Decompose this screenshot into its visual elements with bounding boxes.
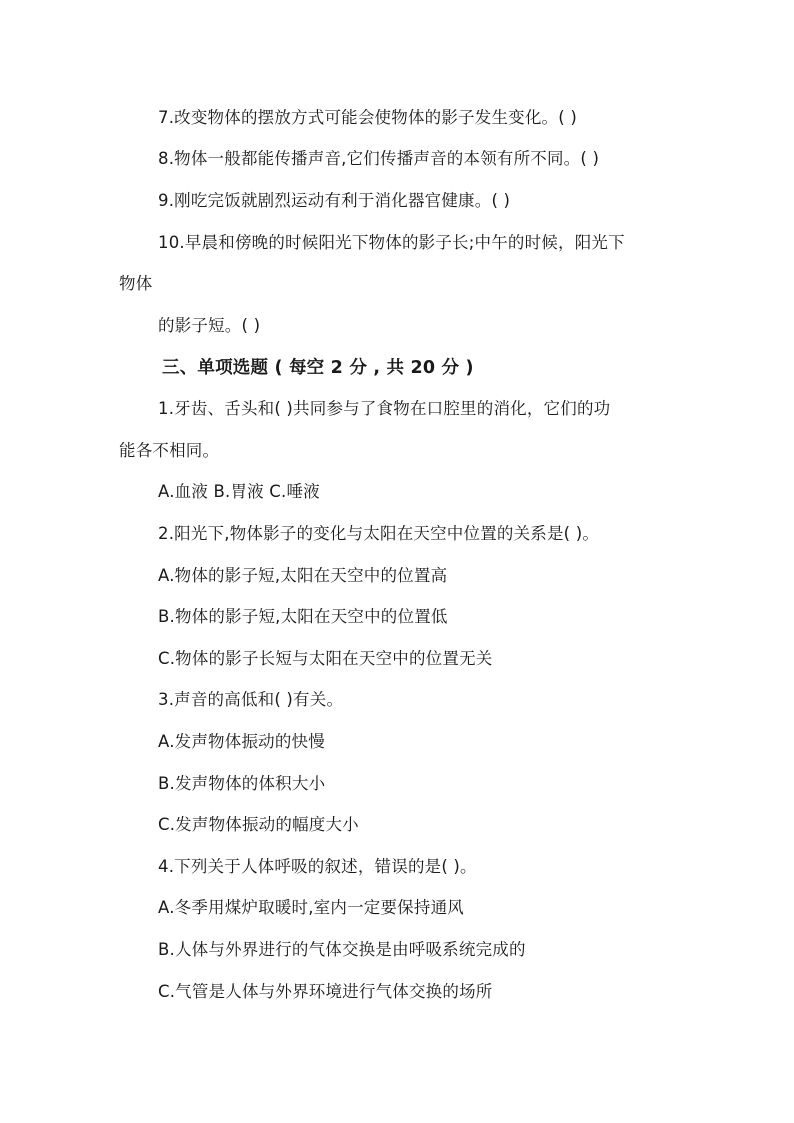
tf-item-7: 7.改变物体的摆放方式可能会使物体的影子发生变化。( ) <box>158 108 577 127</box>
mc-q1-options: A.血液 B.胃液 C.唾液 <box>158 482 320 501</box>
tf-item-10-line2: 物体 <box>119 274 153 293</box>
section-3-heading: 三、单项选题 ( 每空 2 分 , 共 20 分 ) <box>162 358 474 378</box>
mc-q1-line1: 1.牙齿、舌头和( )共同参与了食物在口腔里的消化，它们的功 <box>158 399 611 418</box>
mc-q3-option-b: B.发声物体的体积大小 <box>158 774 326 793</box>
tf-item-10-line1: 10.早晨和傍晚的时候阳光下物体的影子长;中午的时候，阳光下 <box>158 233 625 252</box>
tf-item-10-line3: 的影子短。( ) <box>158 316 261 335</box>
mc-q4-stem: 4.下列关于人体呼吸的叙述，错误的是( )。 <box>158 857 477 876</box>
mc-q4-option-a: A.冬季用煤炉取暖时,室内一定要保持通风 <box>158 898 464 917</box>
mc-q1-line2: 能各不相同。 <box>119 441 220 460</box>
tf-item-8: 8.物体一般都能传播声音,它们传播声音的本领有所不同。( ) <box>158 149 600 168</box>
mc-q2-stem: 2.阳光下,物体影子的变化与太阳在天空中位置的关系是( )。 <box>158 524 600 543</box>
mc-q3-option-a: A.发声物体振动的快慢 <box>158 732 325 751</box>
mc-q2-option-a: A.物体的影子短,太阳在天空中的位置高 <box>158 566 448 585</box>
mc-q3-stem: 3.声音的高低和( )有关。 <box>158 690 344 709</box>
mc-q3-option-c: C.发声物体振动的幅度大小 <box>158 815 359 834</box>
mc-q2-option-b: B.物体的影子短,太阳在天空中的位置低 <box>158 607 448 626</box>
mc-q4-option-c: C.气管是人体与外界环境进行气体交换的场所 <box>158 982 493 1001</box>
mc-q2-option-c: C.物体的影子长短与太阳在天空中的位置无关 <box>158 649 493 668</box>
tf-item-9: 9.刚吃完饭就剧烈运动有利于消化器官健康。( ) <box>158 191 511 210</box>
mc-q4-option-b: B.人体与外界进行的气体交换是由呼吸系统完成的 <box>158 940 526 959</box>
